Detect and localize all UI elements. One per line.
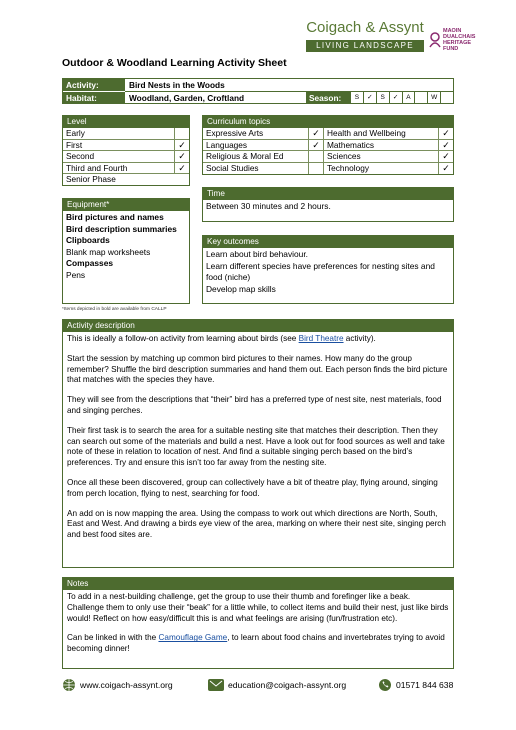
description-box <box>62 319 454 568</box>
curriculum-row: Health and Wellbeing ✓ <box>324 128 453 140</box>
camouflage-game-link[interactable]: Camouflage Game <box>158 633 228 643</box>
notes-header: Notes <box>63 578 453 590</box>
check-mark <box>308 151 323 162</box>
equipment-item: Clipboards <box>66 235 110 246</box>
outcome-item: Learn about bird behaviour. <box>206 249 308 259</box>
outcome-item: Learn different species have preferences for nesting sites and food (niche) <box>206 260 435 283</box>
check-mark <box>308 163 323 175</box>
season-check <box>440 92 453 105</box>
season-label: Season: <box>306 92 350 105</box>
fund-line-4: FUND <box>443 46 459 52</box>
description-header: Activity description <box>63 320 453 332</box>
equipment-item: Bird description summaries <box>66 223 177 234</box>
description-paragraph: Once all these been discovered, group can collectively have a bit of theatre play, flying around, singing from perch location, flying to nest, searching for food. <box>67 477 438 498</box>
check-mark: ✓ <box>438 151 453 162</box>
season-check: ✓ <box>389 92 402 105</box>
check-mark: ✓ <box>438 128 453 139</box>
activity-value: Bird Nests in the Woods <box>129 80 225 90</box>
curriculum-row: Technology ✓ <box>324 163 453 175</box>
footer-web[interactable]: www.coigach-assynt.org <box>62 678 173 692</box>
habitat-label: Habitat: <box>63 92 125 105</box>
notes-box <box>62 577 454 669</box>
season-cell: S <box>350 92 363 105</box>
equipment-footnote: *Items depicted in bold are available from CALLP <box>62 307 167 312</box>
description-paragraph: They will see from the descriptions that “their” bird has a preferred type of nest site, nest materials, food and singing perches. <box>67 395 442 415</box>
description-paragraph: Their first task is to search the area for a suitable nesting site that matches their description. Then they can search out some of the materials and build a nest. Have a look out for food sources as well and take note of these in relation to location of nest. And find a suitable singing perch based on the bird’s preferences. Try and ensure this isn’t too far away from the nesting site. <box>67 425 445 468</box>
email-icon <box>208 678 224 692</box>
time-header: Time <box>203 188 453 200</box>
time-box <box>202 187 454 222</box>
check-mark <box>174 174 189 186</box>
outcomes-box <box>202 235 454 304</box>
curriculum-row: Sciences ✓ <box>324 151 453 163</box>
description-paragraph: This is ideally a follow-on activity from learning about birds (see Bird Theatre activity). <box>67 334 376 343</box>
fund-line-1: MAOIN <box>443 28 462 34</box>
equipment-item: Pens <box>66 269 86 280</box>
check-mark: ✓ <box>438 140 453 151</box>
fund-line-2: DUALCHAIS <box>443 34 476 40</box>
brand-name: Coigach & Assynt <box>306 19 424 36</box>
level-row: Third and Fourth ✓ <box>63 163 189 175</box>
equipment-box <box>62 198 190 304</box>
curriculum-header: Curriculum topics <box>203 116 453 128</box>
season-cell: S <box>376 92 389 105</box>
notes-paragraph: Can be linked in with the Camouflage Game, to learn about food chains and invertebrates trying to avoid becoming dinner! <box>67 633 445 654</box>
check-mark: ✓ <box>308 140 323 151</box>
footer-email[interactable]: education@coigach-assynt.org <box>208 678 346 692</box>
curriculum-row: Expressive Arts ✓ <box>203 128 323 140</box>
equipment-item: Bird pictures and names <box>66 212 164 222</box>
check-mark: ✓ <box>174 163 189 174</box>
season-check <box>414 92 427 105</box>
curriculum-box <box>202 115 454 175</box>
season-check: ✓ <box>363 92 376 105</box>
brand-tagline: LIVING LANDSCAPE <box>306 40 424 52</box>
equipment-item: Blank map worksheets <box>66 246 151 257</box>
outcomes-header: Key outcomes <box>203 236 453 248</box>
fund-line-3: HERITAGE <box>443 40 472 46</box>
check-mark: ✓ <box>174 140 189 151</box>
description-paragraph: An add on is now mapping the area. Using the compass to work out which directions are North, South, East and West. And drawing a birds eye view of the area, marking on where their nest site, singing perch and best food sites are. <box>67 508 446 540</box>
page-title: Outdoor & Woodland Learning Activity Sheet <box>62 57 287 69</box>
time-text: Between 30 minutes and 2 hours. <box>206 201 331 211</box>
check-mark: ✓ <box>438 163 453 175</box>
season-cell: W <box>427 92 440 105</box>
heritage-fund-icon <box>428 32 442 48</box>
season-cells <box>350 92 453 105</box>
level-row: Senior Phase <box>63 174 189 186</box>
check-mark: ✓ <box>174 151 189 162</box>
check-mark: ✓ <box>308 128 323 139</box>
outcome-item: Develop map skills <box>206 283 276 294</box>
level-row: First ✓ <box>63 140 189 152</box>
bird-theatre-link[interactable]: Bird Theatre <box>298 334 344 343</box>
brand-logo <box>306 20 424 52</box>
notes-paragraph: To add in a nest-building challenge, get the group to use their thumb and forefinger like a beak. Challenge them to only use their “beak” for a little while, to collect items and build their nest, just like birds would! Reflect on how easy/difficult this is and what feelings are arising (fun/frustration etc). <box>67 592 449 623</box>
footer <box>62 678 462 694</box>
footer-phone[interactable]: 01571 844 638 <box>378 678 453 692</box>
level-header: Level <box>63 116 189 128</box>
habitat-value: Woodland, Garden, Croftland <box>129 92 245 103</box>
curriculum-row: Mathematics ✓ <box>324 140 453 152</box>
heritage-fund-logo <box>428 28 488 54</box>
level-row: Second ✓ <box>63 151 189 163</box>
phone-icon <box>378 678 392 692</box>
globe-icon <box>62 678 76 692</box>
equipment-header: Equipment* <box>63 199 189 211</box>
activity-label: Activity: <box>63 79 125 91</box>
season-cell: A <box>402 92 415 105</box>
check-mark <box>174 128 189 139</box>
curriculum-row: Religious & Moral Ed <box>203 151 323 163</box>
activity-info-box <box>62 78 454 104</box>
curriculum-row: Social Studies <box>203 163 323 175</box>
level-box <box>62 115 190 186</box>
description-paragraph: Start the session by matching up common bird pictures to their names. How many do the group remember? Shuffle the bird description summaries and hand them out. Each person finds the bird picture that matches with the species they have. <box>67 353 448 385</box>
curriculum-row: Languages ✓ <box>203 140 323 152</box>
equipment-item: Compasses <box>66 258 114 269</box>
level-row: Early <box>63 128 189 140</box>
